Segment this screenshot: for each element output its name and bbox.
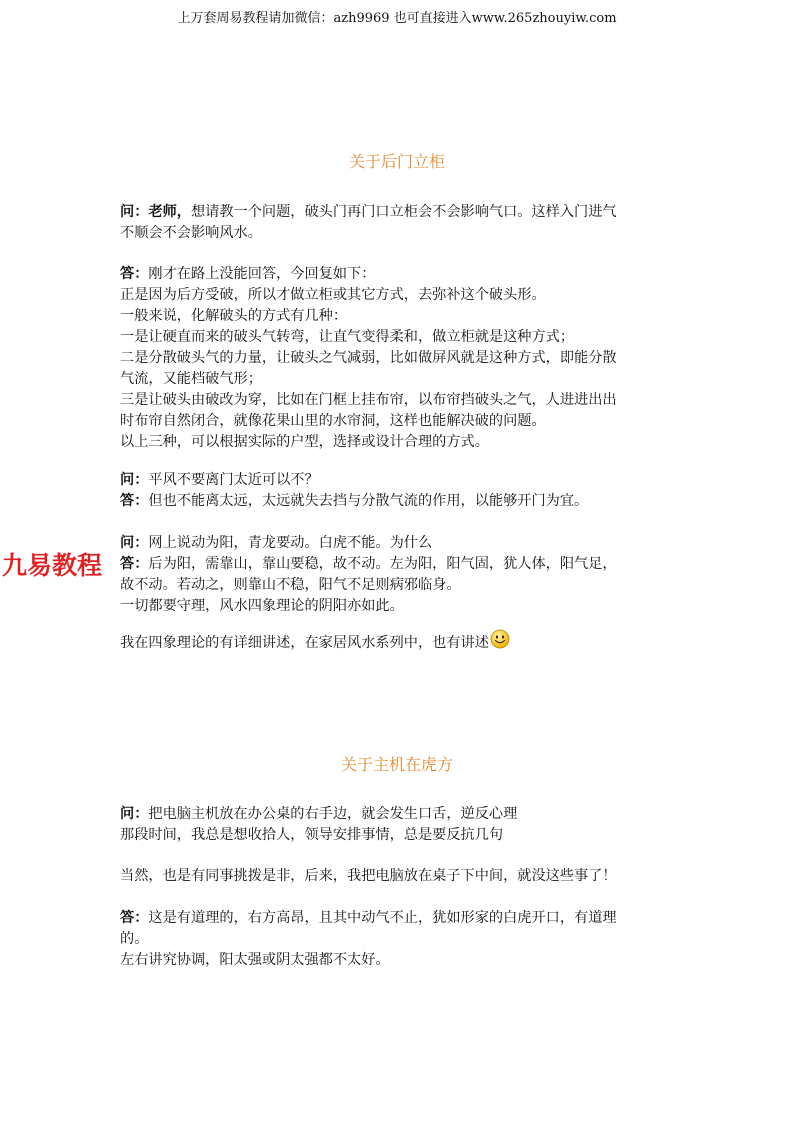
section-title-computer-tiger-side: 关于主机在虎方 — [340, 755, 453, 774]
answer-1 — [120, 264, 680, 453]
question-label: 问： — [120, 204, 149, 220]
question-label: 问： — [120, 806, 149, 822]
answer-line: 时布帘自然闭合，就像花果山里的水帘洞，这样也能解决破的问题。 — [120, 413, 546, 429]
answer-line: 一切都要守理，风水四象理论的阴阳亦如此。 — [120, 598, 404, 614]
question-label: 问： — [120, 472, 149, 488]
answer-text: 但也不能离太远，太远就失去挡与分散气流的作用，以能够开门为宜。 — [148, 493, 589, 509]
answer-line: 一是让硬直而来的破头气转弯，让直气变得柔和，做立柜就是这种方式； — [120, 329, 575, 345]
answer-label: 答： — [120, 556, 149, 572]
page-header: 上万套周易教程请加微信：azh9969 也可直接进入www.265zhouyiw.com — [177, 11, 617, 26]
question-text: 不顺会不会影响风水。 — [120, 225, 262, 241]
question-2 — [120, 470, 680, 512]
question-4 — [120, 804, 680, 846]
answer-line: 气流，又能档破气形； — [120, 371, 262, 387]
answer-line: 刚才在路上没能回答，今回复如下： — [148, 266, 376, 282]
question-text: 平风不要离门太近可以不？ — [148, 472, 319, 488]
answer-line: 的。 — [120, 931, 149, 947]
answer-4 — [120, 908, 680, 971]
answer-line: 后为阳，需靠山，靠山要稳，故不动。左为阳，阳气固，犹人体，阳气足， — [148, 556, 617, 572]
answer-line: 以上三种，可以根据实际的户型，选择或设计合理的方式。 — [120, 434, 489, 450]
smiley-icon — [490, 629, 510, 649]
question-label: 问： — [120, 535, 149, 551]
question-1 — [120, 202, 680, 244]
question-text: 那段时间，我总是想收拾人，领导安排事情，总是要反抗几句 — [120, 827, 504, 843]
question-text: 把电脑主机放在办公桌的右手边，就会发生口舌，逆反心理 — [148, 806, 518, 822]
answer-line: 二是分散破头气的力量，让破头之气减弱，比如做屏风就是这种方式，即能分散 — [120, 350, 617, 366]
question-text: 当然，也是有同事挑拨是非，后来，我把电脑放在桌子下中间，就没这些事了！ — [120, 868, 617, 884]
answer-label: 答： — [120, 910, 149, 926]
answer-label: 答： — [120, 266, 149, 282]
section-title-back-door-cabinet: 关于后门立柜 — [348, 152, 445, 171]
question-text: 想请教一个问题，破头门再门口立柜会不会影响气口。这样入门进气 — [190, 204, 617, 220]
question-3 — [120, 533, 680, 617]
teacher-label: 老师， — [148, 204, 191, 220]
note-text: 我在四象理论的有详细讲述，在家居风水系列中，也有讲述 — [120, 635, 489, 651]
answer-line: 故不动。若动之，则靠山不稳，阳气不足则病邪临身。 — [120, 577, 461, 593]
answer-line: 左右讲究协调，阳太强或阴太强都不太好。 — [120, 952, 390, 968]
note-paragraph — [120, 629, 680, 654]
question-4-followup — [120, 866, 680, 887]
answer-line: 一般来说，化解破头的方式有几种： — [120, 308, 348, 324]
answer-line: 正是因为后方受破，所以才做立柜或其它方式，去弥补这个破头形。 — [120, 287, 546, 303]
answer-label: 答： — [120, 493, 149, 509]
answer-line: 这是有道理的，右方高昂，且其中动气不止，犹如形家的白虎开口，有道理 — [148, 910, 617, 926]
question-text: 网上说动为阳，青龙要动。白虎不能。为什么 — [148, 535, 433, 551]
watermark-text: 九易教程 — [2, 551, 103, 580]
answer-line: 三是让破头由破改为穿，比如在门框上挂布帘，以布帘挡破头之气，人进进出出 — [120, 392, 617, 408]
